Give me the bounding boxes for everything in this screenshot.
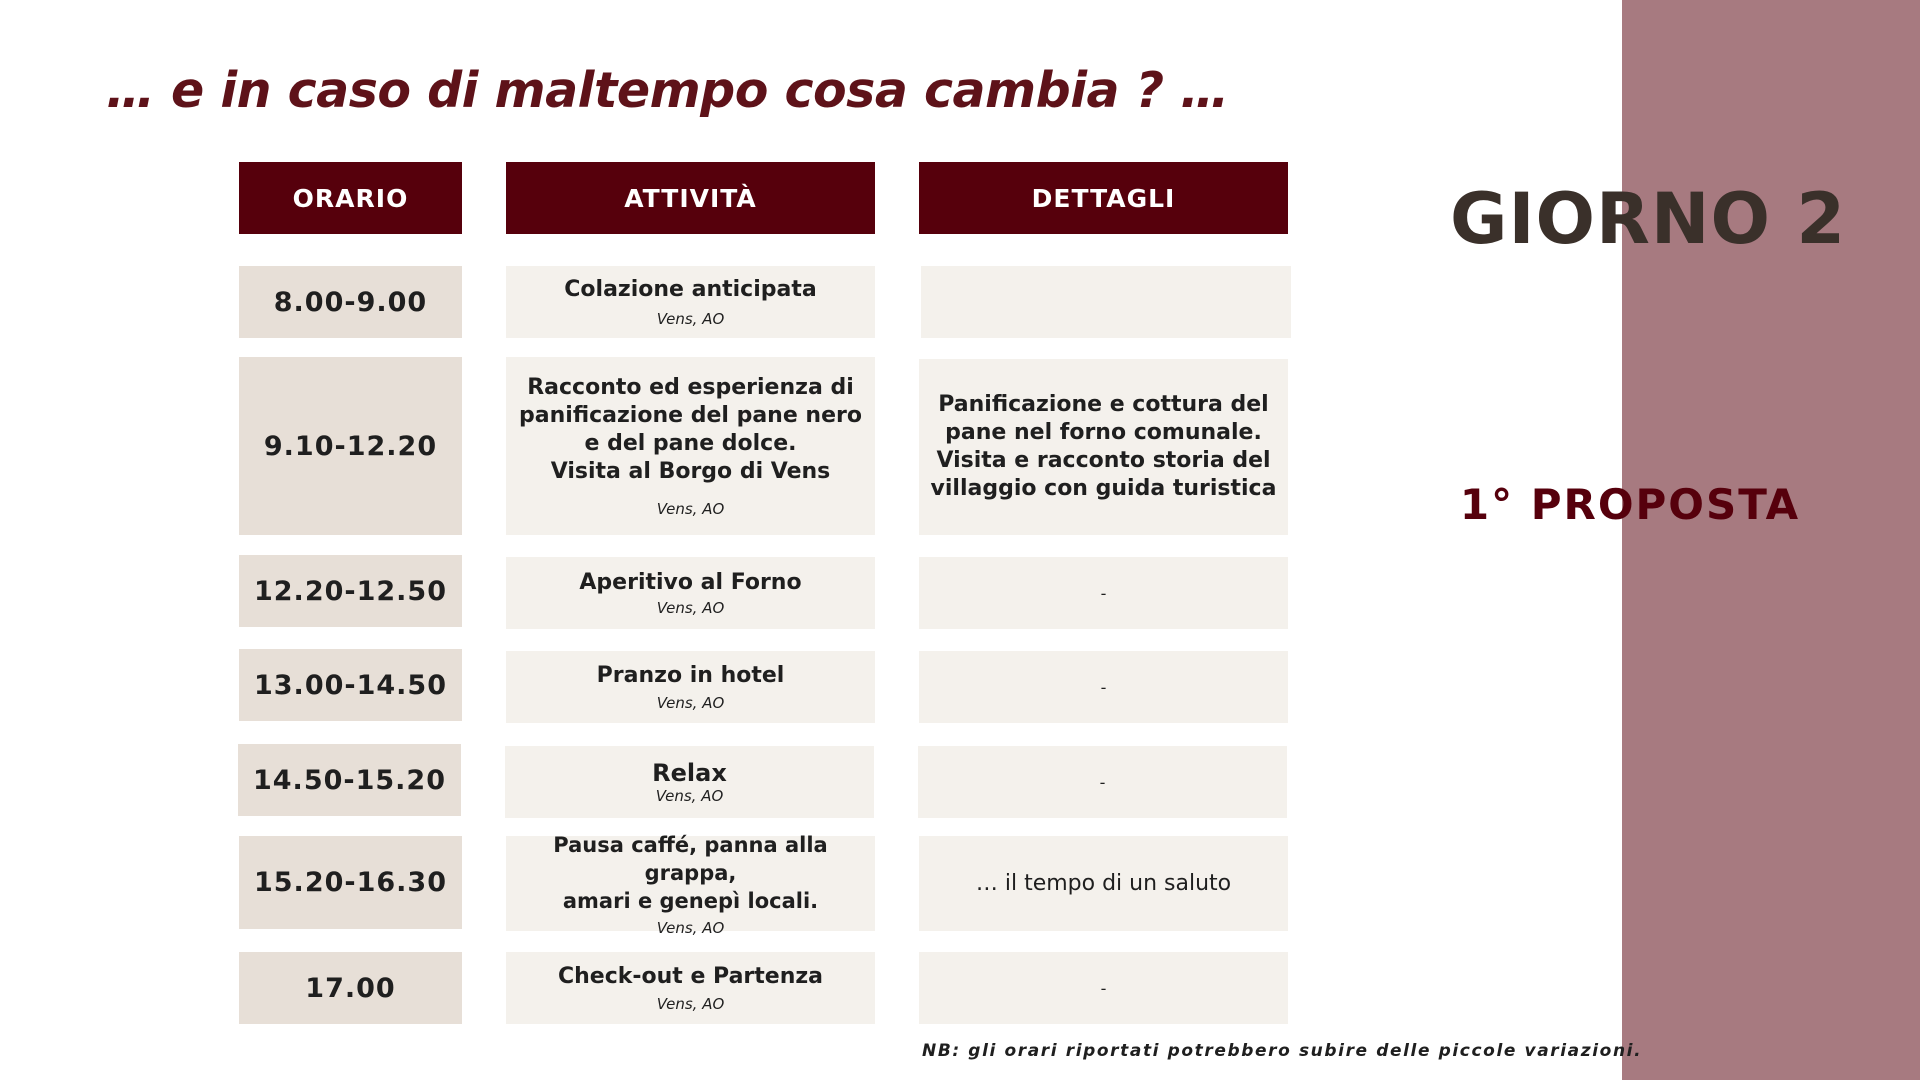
row-7-details — [919, 952, 1288, 1024]
row-3-time: 12.20-12.50 — [239, 555, 462, 627]
row-1-details — [921, 266, 1291, 338]
row-5-time: 14.50-15.20 — [238, 744, 461, 816]
row-5-activity — [505, 746, 874, 818]
row-7-activity-name: Check-out e Partenza — [557, 964, 824, 989]
row-5-details — [918, 746, 1287, 818]
row-2-details-text: Panificazione e cottura del pane nel forno comunale. Visita e racconto storia del villaggio con guida turistica — [930, 392, 1277, 501]
row-5-activity-name: Relax — [652, 759, 727, 787]
row-4-activity-name: Pranzo in hotel — [596, 663, 785, 688]
row-4-activity — [506, 651, 875, 723]
row-4-details-text: - — [1100, 677, 1107, 697]
footnote: NB: gli orari riportati potrebbero subire delle piccole variazioni. — [922, 1041, 1643, 1061]
row-3-activity — [506, 557, 875, 629]
header-details: DETTAGLI — [919, 162, 1288, 234]
row-3-location: Vens, AO — [656, 599, 725, 617]
row-6-location: Vens, AO — [656, 918, 725, 937]
row-6-activity — [506, 832, 875, 937]
row-4-details — [919, 651, 1288, 723]
row-1-activity-name: Colazione anticipata — [564, 277, 817, 302]
row-7-details-text: - — [1100, 978, 1107, 998]
row-6-details-text: … il tempo di un saluto — [975, 871, 1232, 896]
row-2-location: Vens, AO — [656, 500, 725, 518]
row-3-activity-name: Aperitivo al Forno — [579, 570, 802, 595]
sidebar-panel — [1622, 0, 1920, 1080]
row-7-location: Vens, AO — [656, 995, 725, 1013]
header-time: ORARIO — [239, 162, 462, 234]
row-5-location: Vens, AO — [655, 787, 724, 805]
row-2-time: 9.10-12.20 — [239, 357, 462, 535]
row-3-details — [919, 557, 1288, 629]
page-title: … e in caso di maltempo cosa cambia ? … — [106, 62, 1229, 119]
header-activity: ATTIVITÀ — [506, 162, 875, 234]
proposal-label: 1° PROPOSTA — [1459, 480, 1801, 529]
row-1-activity — [506, 266, 875, 338]
row-7-time: 17.00 — [239, 952, 462, 1024]
row-2-details — [919, 359, 1288, 535]
row-4-location: Vens, AO — [656, 694, 725, 712]
row-6-activity-name: Pausa caffé, panna alla grappa, amari e genepì locali. — [553, 832, 828, 913]
row-6-details — [919, 836, 1288, 931]
row-2-activity-name: Racconto ed esperienza di panificazione del pane nero e del pane dolce. Visita al Borgo di Vens — [519, 375, 862, 484]
day-label: GIORNO 2 — [1450, 178, 1847, 260]
row-7-activity — [506, 952, 875, 1024]
row-6-time: 15.20-16.30 — [239, 836, 462, 929]
row-4-time: 13.00-14.50 — [239, 649, 462, 721]
row-1-location: Vens, AO — [656, 310, 725, 328]
row-5-details-text: - — [1099, 772, 1106, 792]
row-1-time: 8.00-9.00 — [239, 266, 462, 338]
row-3-details-text: - — [1100, 583, 1107, 603]
row-2-activity — [506, 357, 875, 535]
